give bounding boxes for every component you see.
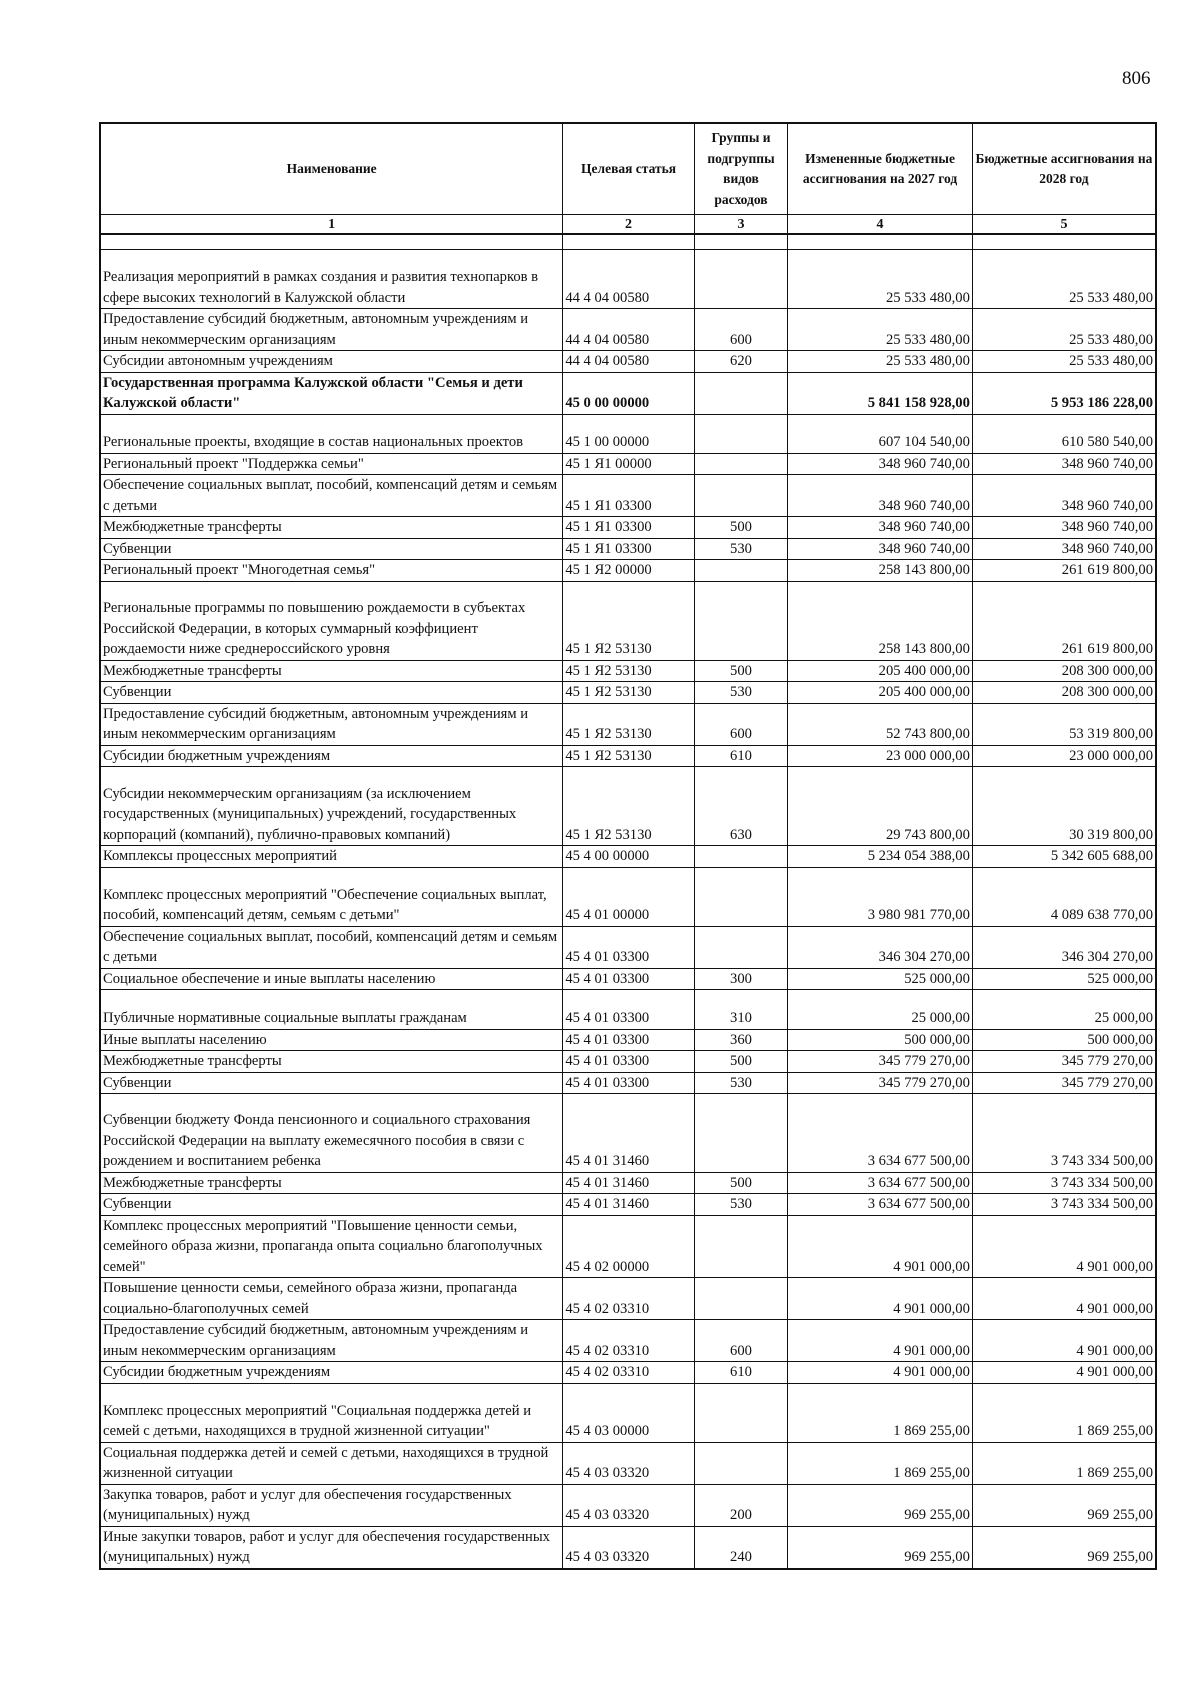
row-budget-2028: 4 901 000,00 (972, 1320, 1156, 1362)
row-name: Обеспечение социальных выплат, пособий, компенсаций детям и семьям с детьми (100, 475, 563, 517)
row-budget-2027: 4 901 000,00 (788, 1362, 973, 1384)
table-row (100, 475, 1156, 517)
row-budget-2028: 3 743 334 500,00 (972, 1172, 1156, 1194)
row-expense-group (694, 453, 787, 475)
row-budget-2027: 3 634 677 500,00 (788, 1194, 973, 1216)
row-budget-2028: 969 255,00 (972, 1526, 1156, 1569)
row-budget-2028: 5 953 186 228,00 (972, 372, 1156, 414)
row-name: Повышение ценности семьи, семейного образа жизни, пропаганда социально-благополучных семей (100, 1278, 563, 1320)
row-name: Региональный проект "Поддержка семьи" (100, 453, 563, 475)
row-name: Региональные программы по повышению рождаемости в субъектах Российской Федерации, в которых суммарный коэффициент рождаемости ниже среднероссийского уровня (100, 581, 563, 660)
row-budget-2028: 345 779 270,00 (972, 1051, 1156, 1073)
row-expense-group: 530 (694, 682, 787, 704)
row-expense-group: 500 (694, 660, 787, 682)
table-row (100, 517, 1156, 539)
row-expense-group: 630 (694, 767, 787, 846)
row-target-article: 45 4 03 03320 (563, 1484, 694, 1526)
row-name: Региональный проект "Многодетная семья" (100, 560, 563, 582)
row-target-article: 45 1 Я1 03300 (563, 538, 694, 560)
row-budget-2028: 4 901 000,00 (972, 1278, 1156, 1320)
table-row (100, 1278, 1156, 1320)
row-target-article: 44 4 04 00580 (563, 351, 694, 373)
row-budget-2028: 25 000,00 (972, 990, 1156, 1029)
row-expense-group: 610 (694, 745, 787, 767)
row-target-article: 45 1 Я2 53130 (563, 682, 694, 704)
row-name: Государственная программа Калужской области "Семья и дети Калужской области" (100, 372, 563, 414)
row-expense-group (694, 1278, 787, 1320)
row-budget-2028: 348 960 740,00 (972, 453, 1156, 475)
table-row (100, 1072, 1156, 1094)
table-row (100, 581, 1156, 660)
row-budget-2027: 25 533 480,00 (788, 250, 973, 309)
row-budget-2027: 52 743 800,00 (788, 703, 973, 745)
row-expense-group (694, 846, 787, 868)
row-name: Межбюджетные трансферты (100, 660, 563, 682)
table-row (100, 1526, 1156, 1569)
header-target-article: Целевая статья (563, 123, 694, 215)
row-expense-group: 500 (694, 1172, 787, 1194)
row-name: Межбюджетные трансферты (100, 1051, 563, 1073)
header-expense-groups: Группы и подгруппы видов расходов (694, 123, 787, 215)
row-expense-group (694, 1383, 787, 1442)
row-budget-2027: 258 143 800,00 (788, 581, 973, 660)
header-col-number: 1 (100, 215, 563, 235)
row-budget-2028: 4 901 000,00 (972, 1215, 1156, 1278)
row-target-article: 45 4 03 00000 (563, 1383, 694, 1442)
header-col-number: 5 (972, 215, 1156, 235)
row-expense-group: 600 (694, 309, 787, 351)
row-expense-group: 620 (694, 351, 787, 373)
row-budget-2028: 3 743 334 500,00 (972, 1194, 1156, 1216)
row-budget-2027: 345 779 270,00 (788, 1072, 973, 1094)
table-row (100, 990, 1156, 1029)
row-target-article: 45 4 01 00000 (563, 867, 694, 926)
row-budget-2028: 500 000,00 (972, 1029, 1156, 1051)
row-budget-2028: 208 300 000,00 (972, 682, 1156, 704)
row-target-article: 45 4 02 03310 (563, 1320, 694, 1362)
row-target-article: 45 1 00 00000 (563, 414, 694, 453)
header-col-number: 3 (694, 215, 787, 235)
row-budget-2027: 3 634 677 500,00 (788, 1094, 973, 1173)
row-name: Межбюджетные трансферты (100, 1172, 563, 1194)
row-budget-2028: 4 089 638 770,00 (972, 867, 1156, 926)
table-row (100, 1383, 1156, 1442)
row-expense-group: 600 (694, 703, 787, 745)
table-body (100, 234, 1156, 1569)
row-name: Социальная поддержка детей и семей с детьми, находящихся в трудной жизненной ситуации (100, 1442, 563, 1484)
header-budget-2028: Бюджетные ассигнования на 2028 год (972, 123, 1156, 215)
row-expense-group (694, 1215, 787, 1278)
row-budget-2027: 348 960 740,00 (788, 453, 973, 475)
row-budget-2028: 25 533 480,00 (972, 309, 1156, 351)
row-budget-2027: 969 255,00 (788, 1526, 973, 1569)
row-expense-group: 530 (694, 538, 787, 560)
table-row (100, 560, 1156, 582)
header-col-number: 4 (788, 215, 973, 235)
row-target-article: 45 4 03 03320 (563, 1526, 694, 1569)
row-name: Социальное обеспечение и иные выплаты населению (100, 968, 563, 990)
row-expense-group: 240 (694, 1526, 787, 1569)
row-target-article: 44 4 04 00580 (563, 250, 694, 309)
row-name: Комплекс процессных мероприятий "Социальная поддержка детей и семей с детьми, находящихся в трудной жизненной ситуации" (100, 1383, 563, 1442)
row-budget-2027: 4 901 000,00 (788, 1215, 973, 1278)
row-name: Иные выплаты населению (100, 1029, 563, 1051)
row-target-article: 45 4 01 03300 (563, 1072, 694, 1094)
row-budget-2028: 345 779 270,00 (972, 1072, 1156, 1094)
row-expense-group: 360 (694, 1029, 787, 1051)
table-row (100, 682, 1156, 704)
row-budget-2028: 3 743 334 500,00 (972, 1094, 1156, 1173)
row-budget-2028: 525 000,00 (972, 968, 1156, 990)
row-expense-group: 310 (694, 990, 787, 1029)
table-row (100, 372, 1156, 414)
row-name: Закупка товаров, работ и услуг для обеспечения государственных (муниципальных) нужд (100, 1484, 563, 1526)
row-expense-group: 500 (694, 517, 787, 539)
row-budget-2028: 30 319 800,00 (972, 767, 1156, 846)
row-target-article: 45 4 01 31460 (563, 1172, 694, 1194)
row-budget-2028: 23 000 000,00 (972, 745, 1156, 767)
row-budget-2027: 29 743 800,00 (788, 767, 973, 846)
table-row (100, 1094, 1156, 1173)
row-budget-2027: 25 533 480,00 (788, 309, 973, 351)
row-name: Субвенции (100, 538, 563, 560)
row-target-article: 45 1 Я2 53130 (563, 767, 694, 846)
row-budget-2028: 261 619 800,00 (972, 560, 1156, 582)
row-target-article: 45 4 02 00000 (563, 1215, 694, 1278)
table-row (100, 1051, 1156, 1073)
row-target-article: 45 0 00 00000 (563, 372, 694, 414)
row-name: Субвенции (100, 1194, 563, 1216)
table-row (100, 1215, 1156, 1278)
row-expense-group: 610 (694, 1362, 787, 1384)
row-name: Субвенции (100, 682, 563, 704)
row-budget-2028: 208 300 000,00 (972, 660, 1156, 682)
row-name: Субсидии некоммерческим организациям (за исключением государственных (муниципальных) учреждений, государственных корпораций (компаний), публично-правовых компаний) (100, 767, 563, 846)
row-name: Субсидии бюджетным учреждениям (100, 1362, 563, 1384)
row-budget-2027: 205 400 000,00 (788, 660, 973, 682)
budget-table (99, 122, 1157, 1570)
row-budget-2028: 969 255,00 (972, 1484, 1156, 1526)
row-target-article: 45 4 01 03300 (563, 1051, 694, 1073)
table-row (100, 538, 1156, 560)
row-budget-2027: 25 000,00 (788, 990, 973, 1029)
row-expense-group: 600 (694, 1320, 787, 1362)
row-name: Предоставление субсидий бюджетным, автономным учреждениям и иным некоммерческим организациям (100, 703, 563, 745)
row-budget-2027: 348 960 740,00 (788, 475, 973, 517)
row-target-article: 45 1 Я1 00000 (563, 453, 694, 475)
row-name: Межбюджетные трансферты (100, 517, 563, 539)
row-target-article: 45 1 Я2 53130 (563, 745, 694, 767)
row-budget-2028: 346 304 270,00 (972, 926, 1156, 968)
row-expense-group (694, 250, 787, 309)
table-row (100, 867, 1156, 926)
table-row (100, 1029, 1156, 1051)
row-target-article: 44 4 04 00580 (563, 309, 694, 351)
table-row (100, 1442, 1156, 1484)
row-target-article: 45 4 01 03300 (563, 990, 694, 1029)
row-budget-2027: 1 869 255,00 (788, 1383, 973, 1442)
table-row (100, 351, 1156, 373)
row-target-article: 45 4 01 31460 (563, 1094, 694, 1173)
row-target-article: 45 1 Я2 53130 (563, 703, 694, 745)
row-budget-2027: 3 634 677 500,00 (788, 1172, 973, 1194)
row-budget-2028: 4 901 000,00 (972, 1362, 1156, 1384)
table-row (100, 926, 1156, 968)
row-name: Субсидии бюджетным учреждениям (100, 745, 563, 767)
row-budget-2027: 500 000,00 (788, 1029, 973, 1051)
row-expense-group: 200 (694, 1484, 787, 1526)
row-budget-2027: 205 400 000,00 (788, 682, 973, 704)
row-budget-2027: 525 000,00 (788, 968, 973, 990)
table-row (100, 1172, 1156, 1194)
row-name: Обеспечение социальных выплат, пособий, компенсаций детям и семьям с детьми (100, 926, 563, 968)
row-budget-2027: 25 533 480,00 (788, 351, 973, 373)
table-row (100, 767, 1156, 846)
row-target-article: 45 4 00 00000 (563, 846, 694, 868)
row-budget-2027: 4 901 000,00 (788, 1320, 973, 1362)
table-row (100, 660, 1156, 682)
row-expense-group: 530 (694, 1194, 787, 1216)
row-budget-2027: 5 234 054 388,00 (788, 846, 973, 868)
row-target-article: 45 4 02 03310 (563, 1278, 694, 1320)
row-budget-2028: 25 533 480,00 (972, 351, 1156, 373)
page-number: 806 (1122, 68, 1151, 89)
row-budget-2027: 348 960 740,00 (788, 517, 973, 539)
row-name: Субсидии автономным учреждениям (100, 351, 563, 373)
row-target-article: 45 1 Я2 53130 (563, 660, 694, 682)
row-expense-group (694, 414, 787, 453)
row-budget-2028: 348 960 740,00 (972, 538, 1156, 560)
row-expense-group (694, 1094, 787, 1173)
row-budget-2027: 23 000 000,00 (788, 745, 973, 767)
table-row (100, 745, 1156, 767)
spacer-row (100, 234, 1156, 250)
row-expense-group (694, 1442, 787, 1484)
row-target-article: 45 4 02 03310 (563, 1362, 694, 1384)
table-row (100, 309, 1156, 351)
row-target-article: 45 4 01 03300 (563, 968, 694, 990)
row-budget-2027: 346 304 270,00 (788, 926, 973, 968)
row-name: Субвенции бюджету Фонда пенсионного и социального страхования Российской Федерации на выплату ежемесячного пособия в связи с рождением и воспитанием ребенка (100, 1094, 563, 1173)
row-budget-2027: 607 104 540,00 (788, 414, 973, 453)
row-budget-2028: 261 619 800,00 (972, 581, 1156, 660)
row-expense-group (694, 867, 787, 926)
row-budget-2028: 25 533 480,00 (972, 250, 1156, 309)
row-budget-2027: 3 980 981 770,00 (788, 867, 973, 926)
table-row (100, 1194, 1156, 1216)
row-name: Комплекс процессных мероприятий "Повышение ценности семьи, семейного образа жизни, пропаганда опыта социально благополучных семей" (100, 1215, 563, 1278)
row-target-article: 45 4 01 03300 (563, 1029, 694, 1051)
table-row (100, 846, 1156, 868)
row-expense-group (694, 926, 787, 968)
row-target-article: 45 1 Я1 03300 (563, 517, 694, 539)
row-budget-2027: 345 779 270,00 (788, 1051, 973, 1073)
row-expense-group: 500 (694, 1051, 787, 1073)
row-expense-group (694, 560, 787, 582)
row-budget-2028: 348 960 740,00 (972, 475, 1156, 517)
row-budget-2027: 4 901 000,00 (788, 1278, 973, 1320)
table-row (100, 968, 1156, 990)
row-expense-group: 530 (694, 1072, 787, 1094)
row-budget-2028: 1 869 255,00 (972, 1442, 1156, 1484)
row-name: Комплекс процессных мероприятий "Обеспечение социальных выплат, пособий, компенсаций детям, семьям с детьми" (100, 867, 563, 926)
row-budget-2028: 348 960 740,00 (972, 517, 1156, 539)
row-name: Реализация мероприятий в рамках создания и развития технопарков в сфере высоких технологий в Калужской области (100, 250, 563, 309)
row-budget-2028: 610 580 540,00 (972, 414, 1156, 453)
row-budget-2027: 1 869 255,00 (788, 1442, 973, 1484)
row-expense-group: 300 (694, 968, 787, 990)
row-name: Региональные проекты, входящие в состав национальных проектов (100, 414, 563, 453)
header-col-number: 2 (563, 215, 694, 235)
table-row (100, 1362, 1156, 1384)
row-budget-2027: 348 960 740,00 (788, 538, 973, 560)
row-name: Иные закупки товаров, работ и услуг для обеспечения государственных (муниципальных) нужд (100, 1526, 563, 1569)
header-budget-2027: Измененные бюджетные ассигнования на 2027 год (788, 123, 973, 215)
header-name: Наименование (100, 123, 563, 215)
row-target-article: 45 4 01 03300 (563, 926, 694, 968)
row-target-article: 45 4 01 31460 (563, 1194, 694, 1216)
row-name: Предоставление субсидий бюджетным, автономным учреждениям и иным некоммерческим организациям (100, 1320, 563, 1362)
row-expense-group (694, 372, 787, 414)
row-budget-2027: 969 255,00 (788, 1484, 973, 1526)
row-name: Публичные нормативные социальные выплаты гражданам (100, 990, 563, 1029)
row-expense-group (694, 475, 787, 517)
row-target-article: 45 1 Я2 00000 (563, 560, 694, 582)
table-header (100, 123, 1156, 234)
row-budget-2028: 1 869 255,00 (972, 1383, 1156, 1442)
table-row (100, 414, 1156, 453)
row-budget-2027: 258 143 800,00 (788, 560, 973, 582)
table-row (100, 703, 1156, 745)
row-target-article: 45 1 Я2 53130 (563, 581, 694, 660)
row-budget-2028: 53 319 800,00 (972, 703, 1156, 745)
row-name: Субвенции (100, 1072, 563, 1094)
table-row (100, 250, 1156, 309)
table-row (100, 453, 1156, 475)
row-name: Предоставление субсидий бюджетным, автономным учреждениям и иным некоммерческим организациям (100, 309, 563, 351)
row-target-article: 45 1 Я1 03300 (563, 475, 694, 517)
row-name: Комплексы процессных мероприятий (100, 846, 563, 868)
row-budget-2027: 5 841 158 928,00 (788, 372, 973, 414)
row-expense-group (694, 581, 787, 660)
table-row (100, 1320, 1156, 1362)
row-target-article: 45 4 03 03320 (563, 1442, 694, 1484)
table-row (100, 1484, 1156, 1526)
row-budget-2028: 5 342 605 688,00 (972, 846, 1156, 868)
